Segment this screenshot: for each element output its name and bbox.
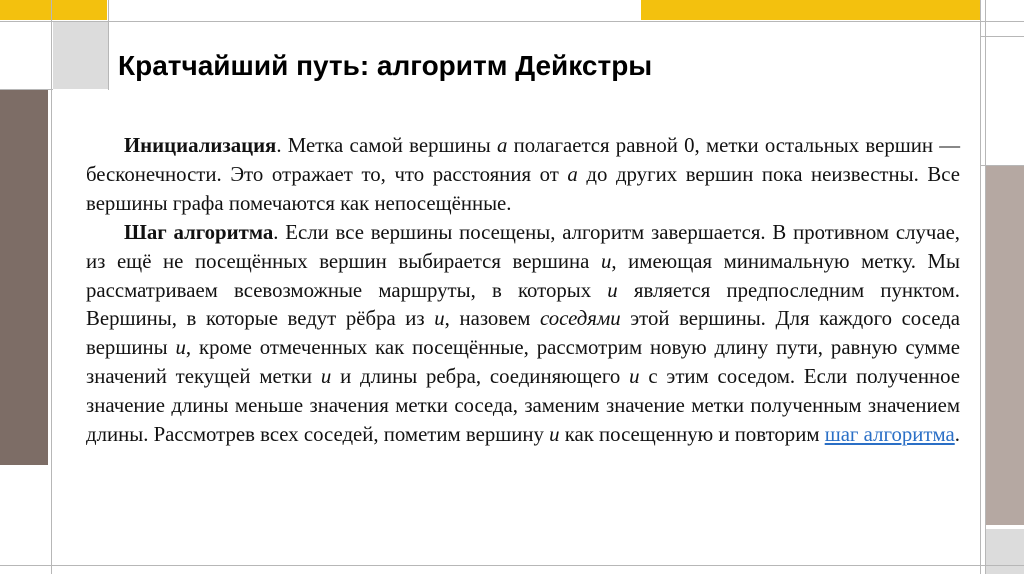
text-span: полагается равной 0, метки остальных вершин — бесконечности. Это отражает то, что расстояния от: [86, 134, 961, 186]
text-span: этой вершины. Для каждого соседа вершины: [86, 307, 960, 360]
left-gray-block: [53, 21, 108, 89]
text-span: . Метка самой вершины: [276, 134, 497, 157]
text-span: является предпоследним пунктом. Вершины, в которые ведут рёбра из: [86, 278, 960, 331]
bottom-right-gray-block: [985, 529, 1024, 574]
text-span: .: [954, 423, 960, 447]
paragraph-algorithm-step: [86, 219, 960, 450]
frame-line-left: [51, 0, 52, 574]
variable-u: u: [600, 249, 612, 273]
variable-u: u: [549, 423, 560, 447]
right-taupe-bar: [986, 165, 1024, 525]
slide-title: Кратчайший путь: алгоритм Дейкстры: [118, 50, 653, 81]
variable-a: a: [567, 162, 578, 186]
algorithm-step-heading: Шаг алгоритма: [124, 220, 274, 244]
top-left-yellow-bar: [0, 0, 107, 20]
text-span: , имеющая минимальную метку. Мы рассматриваем всевозможные маршруты, в которых: [86, 249, 960, 302]
frame-line-right-outer: [985, 0, 986, 574]
text-span: , назовем: [444, 307, 540, 331]
variable-a: a: [496, 134, 508, 157]
body-text: [86, 132, 960, 450]
text-span: как посещенную и повторим: [559, 423, 825, 447]
text-span: до других вершин пока неизвестны. Все вершины графа помечаются как непосещённые.: [86, 162, 960, 215]
text-span: и длины ребра, соединяющего: [331, 365, 630, 389]
frame-line-left-inner: [108, 0, 109, 90]
left-brown-bar: [0, 90, 48, 465]
frame-line-right: [980, 0, 981, 574]
frame-line-top: [0, 21, 1024, 22]
frame-line-right-upper: [981, 36, 1024, 37]
term-neighbors: соседями: [540, 307, 621, 331]
variable-u: u: [607, 278, 618, 302]
variable-u: u: [434, 307, 445, 331]
frame-line-upper: [0, 89, 53, 90]
variable-u: u: [175, 336, 186, 360]
frame-line-bottom: [0, 565, 1024, 566]
text-span: , кроме отмеченных как посещённые, рассмотрим новую длину пути, равную сумме значений текущей метки: [86, 336, 960, 389]
top-right-yellow-bar: [641, 0, 981, 20]
text-span: с этим соседом. Если полученное значение длины меньше значения метки соседа, заменим значение метки полученным значением длины. Рассмотрев всех соседей, пометим вершину: [86, 365, 960, 447]
initialization-heading: Инициализация: [124, 134, 277, 157]
variable-u: u: [320, 365, 332, 389]
frame-line-right-mid: [981, 165, 1024, 166]
paragraph-initialization: [86, 132, 960, 219]
text-span: . Если все вершины посещены, алгоритм завершается. В противном случае, из ещё не посещённых вершин выбирается вершина: [86, 220, 960, 273]
algorithm-step-link[interactable]: шаг алгоритма: [824, 423, 955, 447]
variable-u: u: [629, 365, 640, 389]
